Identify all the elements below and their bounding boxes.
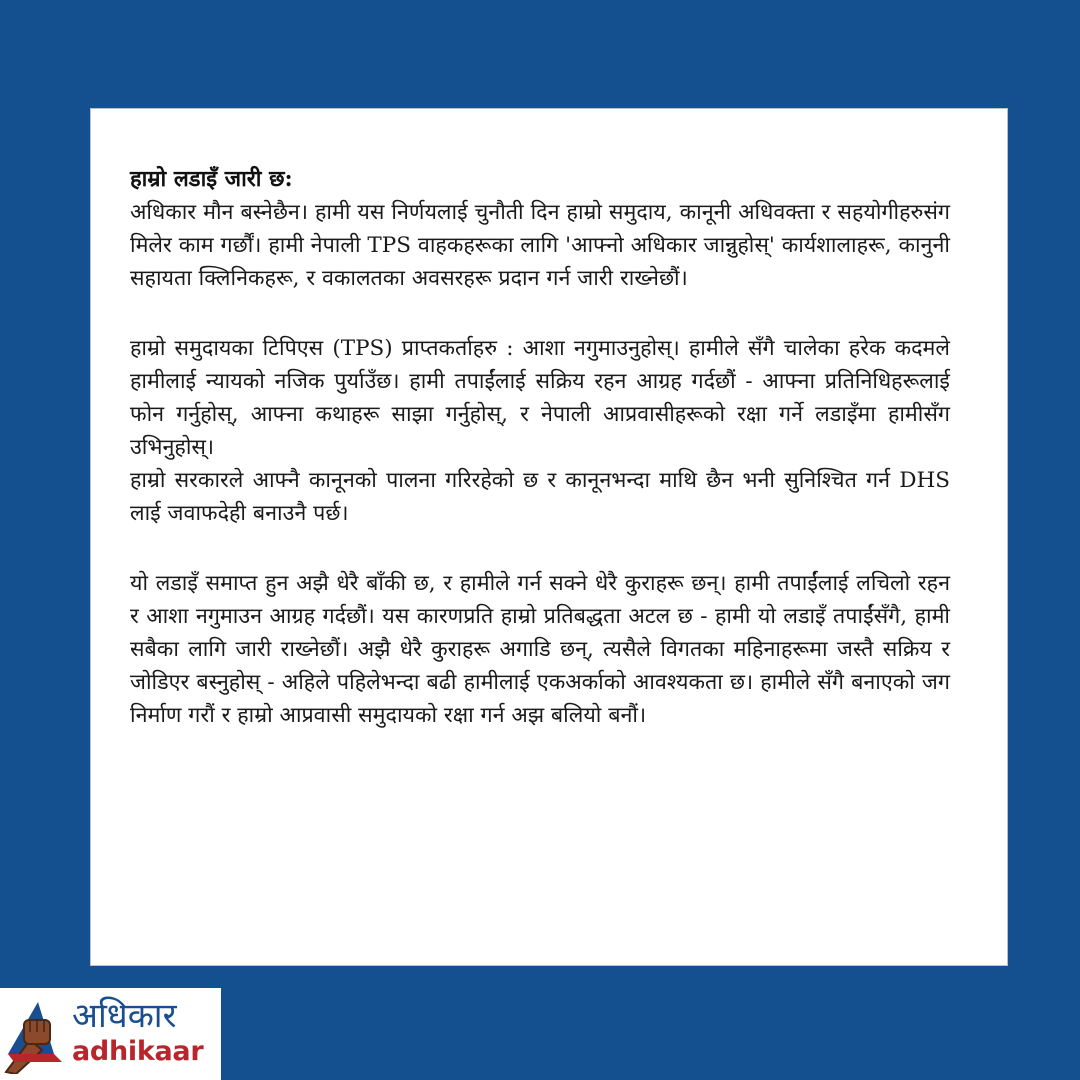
- paragraph-tps-recipients: हाम्रो समुदायका टिपिएस (TPS) प्राप्तकर्ताहरु : आशा नगुमाउनुहोस्। हामीले सँगै चालेका हरेक कदमले हामीलाई न्यायको नजिक पुर्याउँछ। हामी तपाईंलाई सक्रिय रहन आग्रह गर्दछौं - आफ्ना प्रतिनिधिहरूलाई फोन गर्नुहोस्, आफ्ना कथाहरू साझा गर्नुहोस्, र नेपाली आप्रवासीहरूको रक्षा गर्ने लडाइँमा हामीसँग उभिनुहोस्।: [130, 336, 950, 460]
- paragraph-spacer: [130, 530, 950, 567]
- paragraph-dhs-accountability: हाम्रो सरकारले आफ्नै कानूनको पालना गरिरहेको छ र कानूनभन्दा माथि छैन भनी सुनिश्चित गर्न DHS लाई जवाफदेही बनाउनै पर्छ।: [130, 468, 950, 526]
- raised-fist-icon: [2, 998, 70, 1074]
- logo-text-nepali: अधिकार: [72, 996, 177, 1036]
- paragraph-commitment: अधिकार मौन बस्नेछैन। हामी यस निर्णयलाई चुनौती दिन हाम्रो समुदाय, कानूनी अधिवक्ता र सहयोगीहरुसंग मिलेर काम गर्छौं। हामी नेपाली TPS वाहकहरूका लागि 'आफ्नो अधिकार जान्नुहोस्' कार्यशालाहरू, कानुनी सहायता क्लिनिकहरू, र वकालतका अवसरहरू प्रदान गर्न जारी राख्नेछौं।: [130, 200, 950, 291]
- adhikaar-logo: [0, 988, 221, 1080]
- paragraph-fight-continues: यो लडाइँ समाप्त हुन अझै धेरै बाँकी छ, र हामीले गर्न सक्ने धेरै कुराहरू छन्। हामी तपाईंलाई लचिलो रहन र आशा नगुमाउन आग्रह गर्दछौं। यस कारणप्रति हाम्रो प्रतिबद्धता अटल छ - हामी यो लडाइँ तपाईंसँगै, हामी सबैका लागि जारी राख्नेछौं। अझै धेरै कुराहरू अगाडि छन्, त्यसैले विगतका महिनाहरूमा जस्तै सक्रिय र जोडिएर बस्नुहोस् - अहिले पहिलेभन्दा बढी हामीलाई एकअर्काको आवश्यकता छ। हामीले सँगै बनाएको जग निर्माण गरौं र हाम्रो आप्रवासी समुदायको रक्षा गर्न अझ बलियो बनौं।: [130, 571, 950, 728]
- statement-card: [90, 108, 1008, 966]
- logo-text-english: adhikaar: [72, 1036, 204, 1067]
- paragraph-spacer: [130, 295, 950, 332]
- statement-heading: हाम्रो लडाइँ जारी छ:: [130, 166, 293, 192]
